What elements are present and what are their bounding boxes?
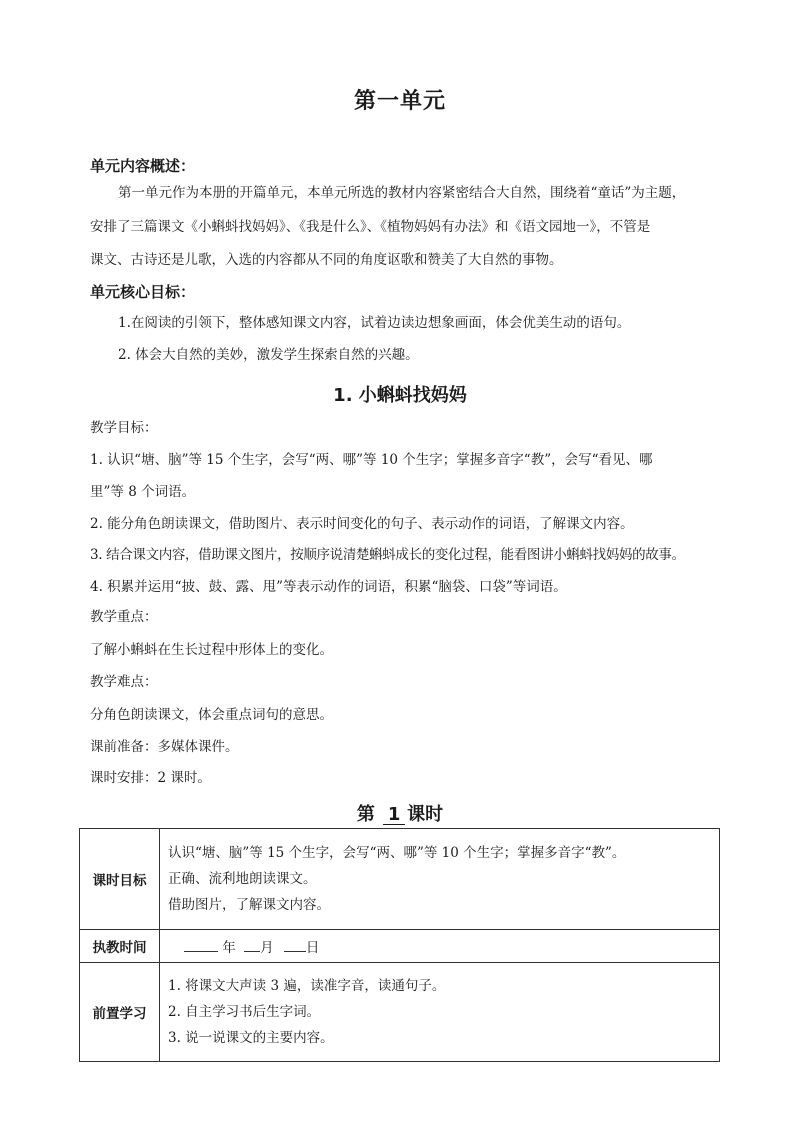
overview-line-3: 课文、古诗还是儿歌，入选的内容都从不同的角度讴歌和赞美了大自然的事物。: [90, 252, 563, 268]
teaching-goal-line-4: 3. 结合课文内容，借助课文图片，按顺序说清楚蝌蚪成长的变化过程，能看图讲小蝌蚪找妈妈的故事。: [90, 547, 685, 563]
session-suffix: 课时: [407, 804, 444, 825]
overview-heading: 单元内容概述：: [90, 157, 196, 175]
day-blank[interactable]: [284, 937, 306, 952]
teaching-goal-line-2: 里”等 8 个词语。: [90, 484, 196, 500]
overview-line-2: 安排了三篇课文《小蝌蚪找妈妈》、《我是什么》、《植物妈妈有办法》和《语文园地一》，不管是: [90, 219, 651, 235]
session-number: 1: [383, 806, 405, 825]
session-goal-2: 正确、流利地朗读课文。: [168, 871, 317, 887]
overview-line-1: 第一单元作为本册的开篇单元，本单元所选的教材内容紧密结合大自然，围绕着“童话”为主题，: [118, 185, 686, 201]
core-goal-1: 1.在阅读的引领下，整体感知课文内容，试着边读边想象画面，体会优美生动的语句。: [118, 315, 631, 331]
session-prefix: 第: [356, 804, 375, 825]
preparation: 课前准备：多媒体课件。: [90, 739, 239, 755]
key-point-text: 了解小蝌蚪在生长过程中形体上的变化。: [90, 642, 333, 658]
teaching-goal-line-1: 1. 认识“塘、脑”等 15 个生字，会写“两、哪”等 10 个生字；掌握多音字“教”，会写“看见、哪: [90, 452, 653, 468]
pre-step-1: 1. 将课文大声读 3 遍，读准字音，读通句子。: [168, 978, 446, 994]
pre-step-3: 3. 说一说课文的主要内容。: [168, 1030, 334, 1046]
difficulty-text: 分角色朗读课文，体会重点词句的意思。: [90, 707, 333, 723]
unit-title: 第一单元: [353, 89, 446, 114]
session-title: [0, 800, 800, 826]
day-label: 日: [305, 940, 320, 956]
lesson-title: 1. 小蝌蚪找妈妈: [333, 385, 467, 406]
core-goals-heading: 单元核心目标：: [90, 283, 196, 301]
year-blank[interactable]: [184, 937, 218, 952]
session-time-content: [160, 930, 720, 963]
difficulty-label: 教学难点：: [90, 674, 158, 690]
teaching-goal-line-3: 2. 能分角色朗读课文，借助图片、表示时间变化的句子、表示动作的词语，了解课文内容。: [90, 516, 634, 532]
pre-step-2: 2. 自主学习书后生字词。: [168, 1004, 321, 1020]
teaching-goals-label: 教学目标：: [90, 420, 158, 436]
teaching-goal-line-5: 4. 积累并运用“披、鼓、露、甩”等表示动作的词语，积累“脑袋、口袋”等词语。: [90, 579, 567, 595]
session-pre-row: [80, 963, 720, 1062]
session-time-row: [80, 930, 720, 963]
session-goal-1: 认识“塘、脑”等 15 个生字，会写“两、哪”等 10 个生字；掌握多音字“教”。: [168, 845, 626, 861]
session-goals-label: 课时目标: [80, 829, 160, 930]
session-table: [79, 828, 720, 1062]
year-label: 年: [222, 940, 236, 956]
schedule: 课时安排：2 课时。: [90, 770, 211, 786]
session-time-label: 执教时间: [80, 930, 160, 963]
month-label: 月: [260, 940, 274, 956]
session-goal-3: 借助图片，了解课文内容。: [168, 897, 330, 913]
session-goals-content: [160, 829, 720, 930]
session-pre-label: 前置学习: [80, 963, 160, 1062]
key-point-label: 教学重点：: [90, 609, 158, 625]
core-goal-2: 2. 体会大自然的美妙，激发学生探索自然的兴趣。: [118, 347, 419, 363]
month-blank[interactable]: [244, 937, 260, 952]
session-pre-content: [160, 963, 720, 1062]
session-goals-row: [80, 829, 720, 930]
